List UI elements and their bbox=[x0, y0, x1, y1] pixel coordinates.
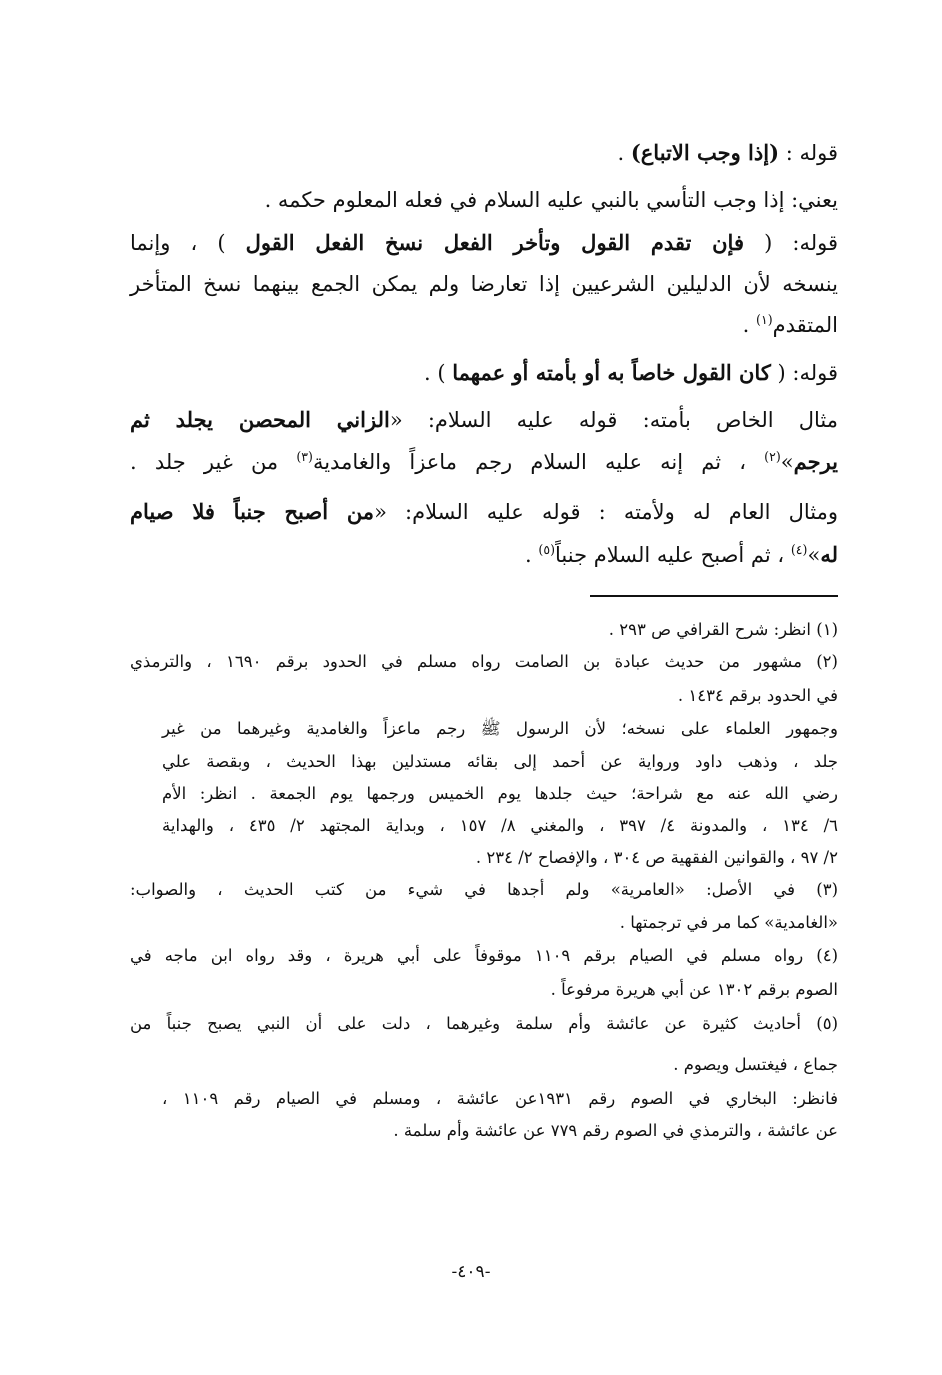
text-segment: (٥) أحاديث كثيرة عن عائشة وأم سلمة وغيرهما ، دلت على أن النبي يصبح جنباً من bbox=[130, 1014, 838, 1033]
text-segment: . bbox=[617, 141, 631, 165]
body-line bbox=[130, 407, 838, 432]
body-line bbox=[130, 360, 838, 385]
footnote-line bbox=[162, 784, 838, 803]
text-segment: قوله: ( bbox=[743, 231, 839, 255]
body-line bbox=[130, 542, 838, 567]
page-number: -٤٠٩- bbox=[451, 1262, 491, 1282]
text-segment: ، ثم إنه عليه السلام رجم ماعزاً والغامدية bbox=[312, 450, 765, 474]
text-segment: ٢/ ٩٧ ، والقوانين الفقهية ص ٣٠٤ ، والإفصاح ٢/ ٢٣٤ . bbox=[475, 848, 838, 867]
text-segment: ) . bbox=[424, 361, 453, 385]
footnote-line bbox=[162, 752, 838, 771]
text-segment: مثال الخاص بأمته: قوله عليه السلام: « bbox=[389, 408, 838, 432]
text-segment: . bbox=[525, 543, 539, 567]
body-line bbox=[130, 499, 838, 524]
text-segment: جماع ، فيغتسل ويصوم . bbox=[673, 1055, 838, 1074]
footnote-reference: (٣) bbox=[296, 449, 313, 464]
text-segment: ، ثم أصبح عليه السلام جنباً bbox=[555, 543, 791, 567]
text-segment: من غير جلد . bbox=[130, 450, 297, 474]
text-segment: ينسخه لأن الدليلين الشرعيين إذا تعارضا ولم يمكن الجمع بينهما نسخ المتأخر bbox=[130, 272, 838, 296]
text-segment: . bbox=[742, 313, 757, 337]
body-line bbox=[130, 188, 838, 212]
footnote-line bbox=[162, 848, 838, 867]
text-segment: فانظر: البخاري في الصوم رقم ١٩٣١عن عائشة ، ومسلم في الصيام رقم ١١٠٩ ، bbox=[162, 1089, 838, 1108]
footnote-line bbox=[130, 880, 838, 899]
text-segment: فإن تقدم القول وتأخر الفعل نسخ الفعل القول bbox=[245, 230, 744, 255]
text-segment: ٦/ ١٣٤ ، والمدونة ٤/ ٣٩٧ ، والمغني ٨/ ١٥٧ ، وبداية المجتهد ٢/ ٤٣٥ ، والهداية bbox=[162, 816, 839, 835]
footnote-reference: (٤) bbox=[790, 542, 808, 557]
footnote-separator bbox=[590, 595, 838, 597]
footnote-line bbox=[130, 946, 838, 965]
body-line bbox=[130, 272, 838, 296]
text-segment: ) ، وإنما bbox=[130, 231, 246, 255]
footnote-line bbox=[130, 652, 838, 671]
text-segment: كان القول خاصاً به أو بأمته أو عمهما bbox=[452, 360, 771, 385]
footnote-line bbox=[162, 1089, 838, 1108]
text-segment: (٣) في الأصل: «العامرية» ولم أجدها في شيء من كتب الحديث ، والصواب: bbox=[130, 880, 838, 899]
footnote-line bbox=[162, 913, 838, 932]
text-segment: عن عائشة ، والترمذي في الصوم رقم ٧٧٩ عن عائشة وأم سلمة . bbox=[393, 1121, 838, 1140]
footnote-line bbox=[130, 620, 838, 639]
body-line bbox=[130, 449, 838, 474]
text-segment: قوله: ( bbox=[770, 361, 838, 385]
text-segment: (٤) رواه مسلم في الصيام برقم ١١٠٩ موقوفاً على أبي هريرة ، وقد رواه ابن ماجه في bbox=[130, 946, 838, 965]
text-segment: من أصبح جنباً فلا صيام bbox=[130, 499, 375, 524]
footnote-line bbox=[162, 719, 838, 743]
text-segment: (١) انظر: شرح القرافي ص ٢٩٣ . bbox=[608, 620, 838, 639]
text-segment: يرجم bbox=[793, 449, 838, 474]
footnote-line bbox=[162, 816, 838, 835]
text-segment: قوله : bbox=[779, 141, 838, 165]
footnote-line bbox=[162, 1055, 838, 1074]
text-segment: في الحدود برقم ١٤٣٤ . bbox=[677, 686, 838, 705]
footnote-reference: (٢) bbox=[764, 449, 781, 464]
text-segment: وجمهور العلماء على نسخه؛ لأن الرسول ﷺ رجم ماعزاً والغامدية وغيرهما من غير bbox=[162, 719, 838, 738]
text-segment: المتقدم bbox=[772, 313, 838, 337]
footnote-line bbox=[130, 1014, 838, 1033]
text-segment: ومثال العام له ولأمته : قوله عليه السلام: « bbox=[374, 500, 838, 524]
footnote-reference: (١) bbox=[756, 312, 773, 327]
text-segment: جلد ، وذهب داود ورواية عن أحمد إلى بقائه مستدلين بهذا الحديث ، وبقصة علي bbox=[162, 752, 838, 771]
footnote-line bbox=[162, 1121, 838, 1140]
text-segment: (٢) مشهور من حديث عبادة بن الصامت رواه مسلم في الحدود برقم ١٦٩٠ ، والترمذي bbox=[130, 652, 838, 671]
body-line bbox=[130, 140, 838, 165]
text-segment: «الغامدية» كما مر في ترجمتها . bbox=[619, 913, 838, 932]
text-segment: » bbox=[780, 450, 794, 474]
text-segment: الزاني المحصن يجلد ثم bbox=[130, 407, 390, 432]
footnote-line bbox=[162, 980, 838, 999]
body-line bbox=[130, 312, 838, 337]
text-segment: الصوم برقم ١٣٠٢ عن أبي هريرة مرفوعاً . bbox=[550, 980, 838, 999]
footnote-line bbox=[162, 686, 838, 705]
text-segment: (إذا وجب الاتباع) bbox=[630, 140, 780, 165]
footnote-reference: (٥) bbox=[538, 542, 556, 557]
text-segment: رضي الله عنه مع شراحة؛ حيث جلدها يوم الخميس ورجمها يوم الجمعة . انظر: الأم bbox=[162, 784, 838, 803]
text-segment: له bbox=[820, 542, 838, 567]
text-segment: يعني: إذا وجب التأسي بالنبي عليه السلام في فعله المعلوم حكمه . bbox=[264, 188, 838, 212]
text-segment: » bbox=[807, 543, 821, 567]
body-line bbox=[130, 230, 838, 255]
